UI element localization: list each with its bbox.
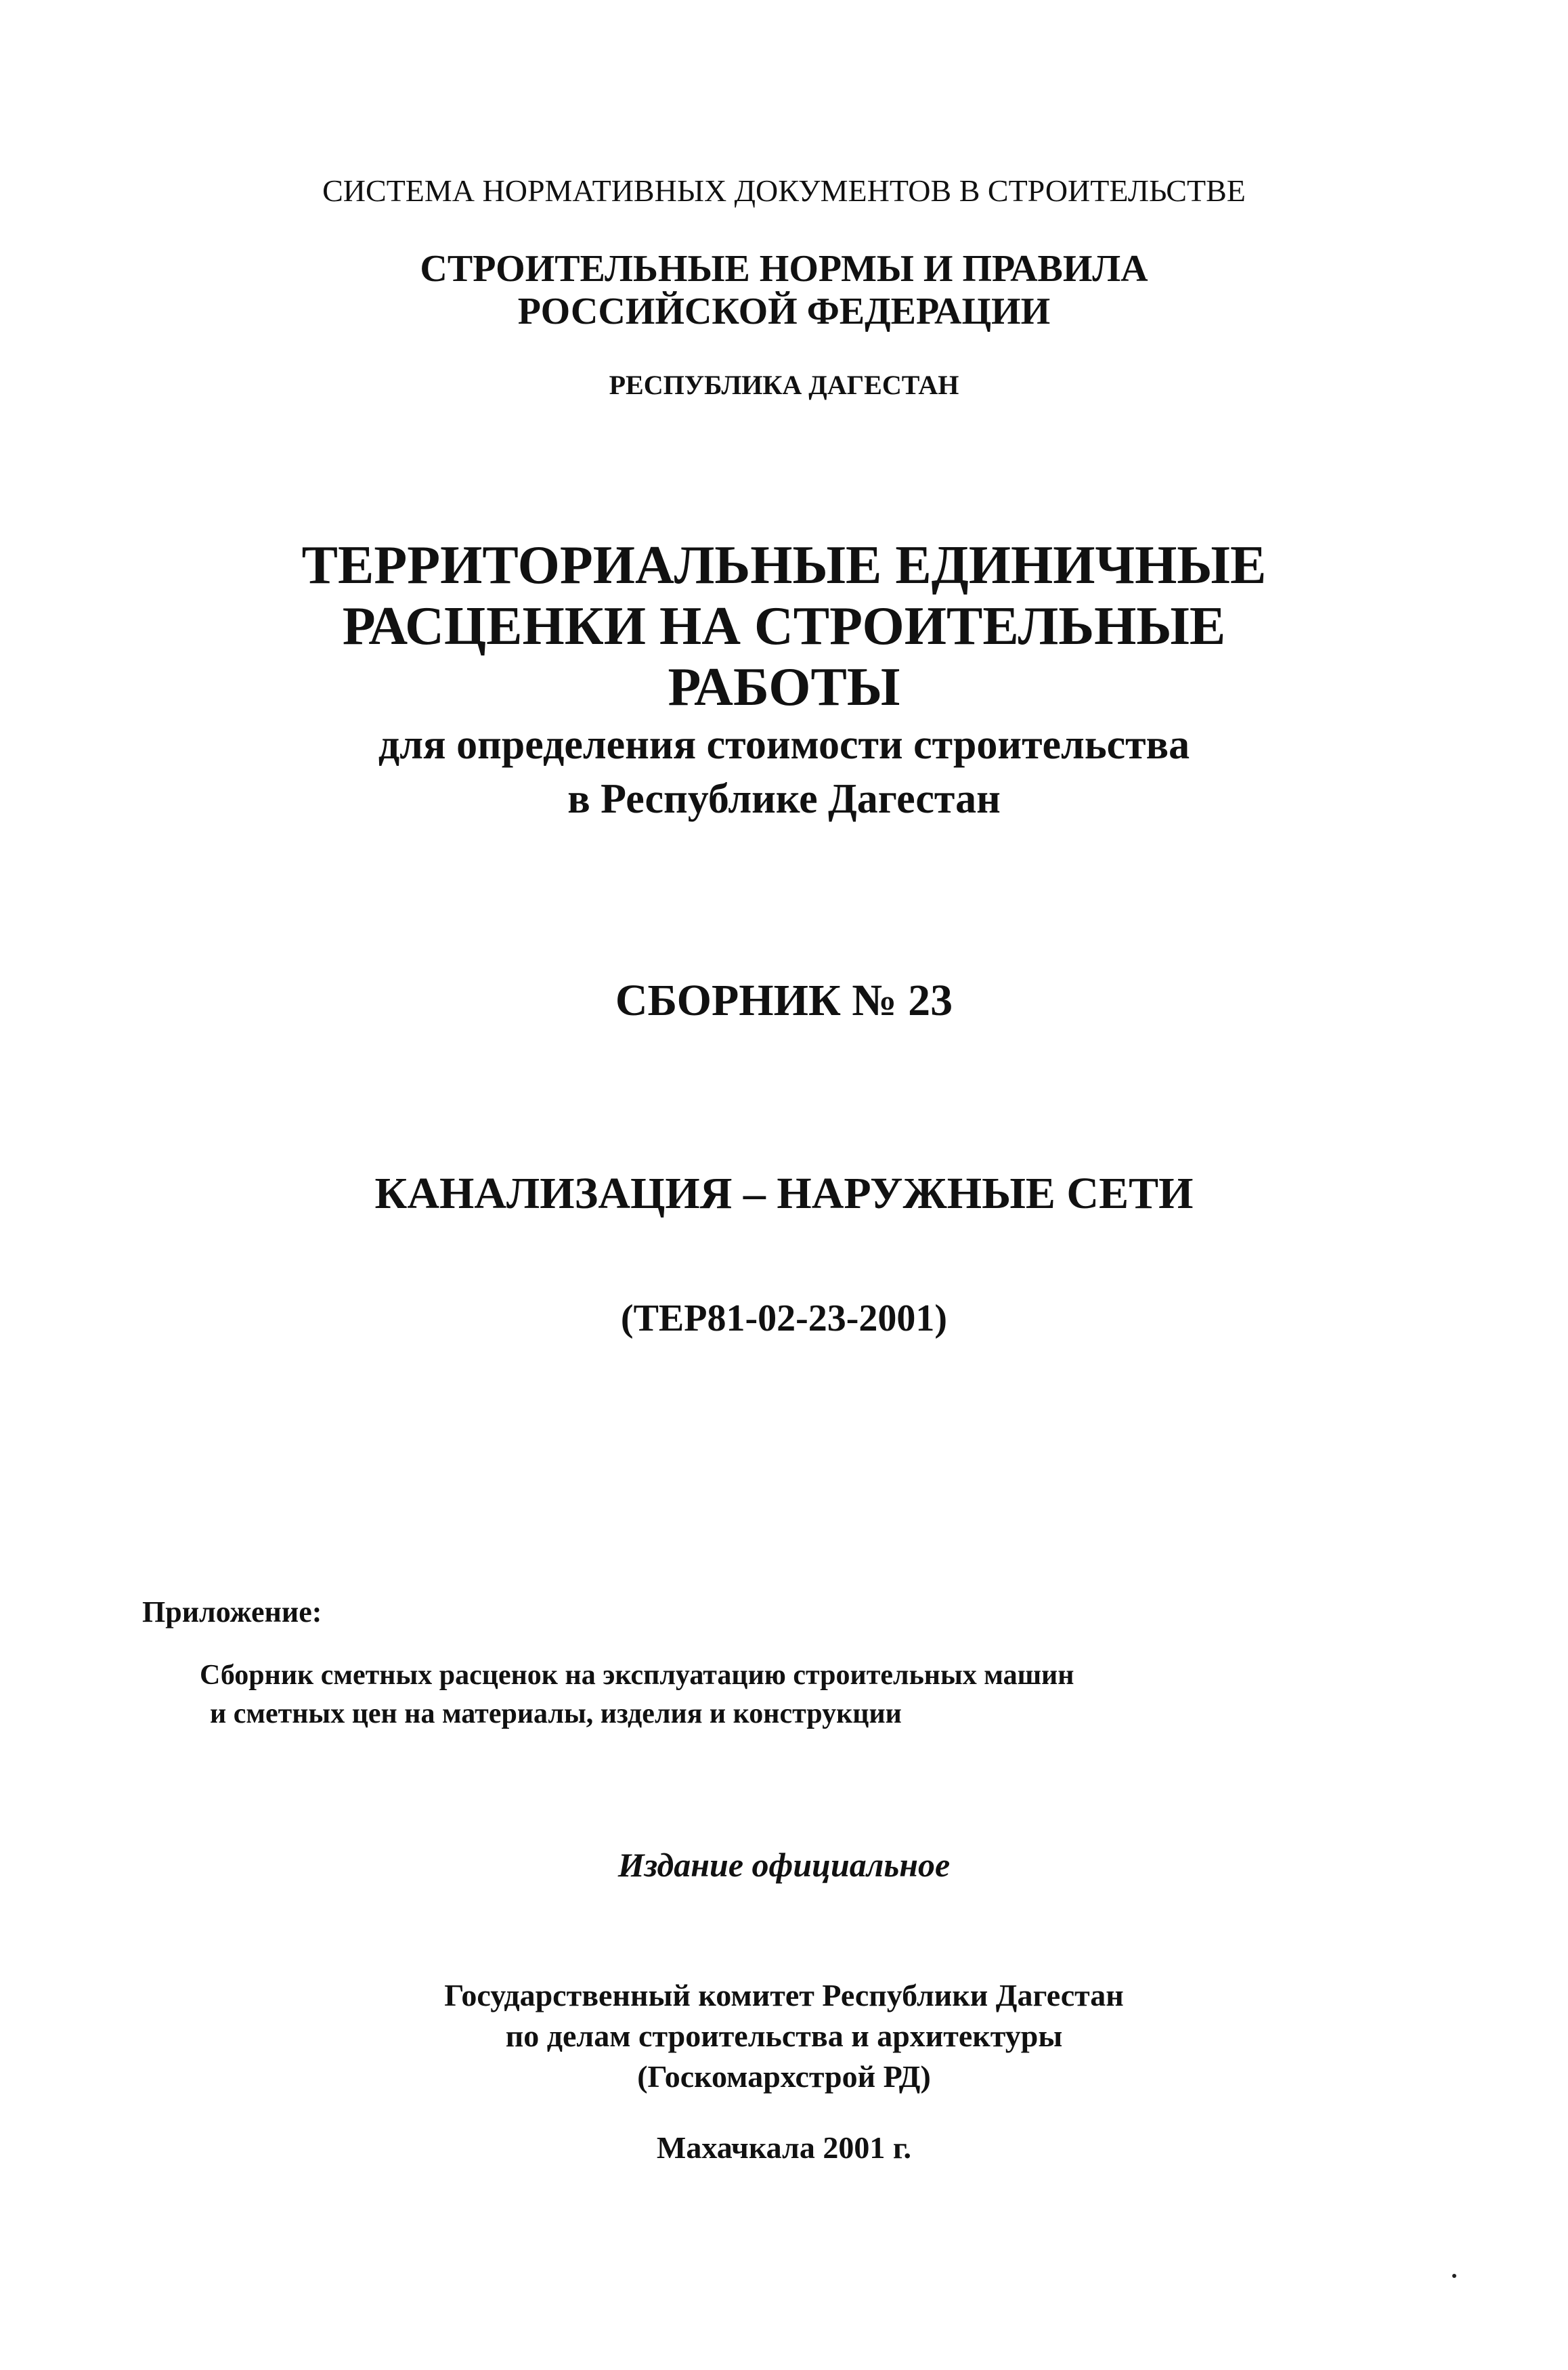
- system-heading: СИСТЕМА НОРМАТИВНЫХ ДОКУМЕНТОВ В СТРОИТЕЛЬСТВЕ: [322, 173, 1246, 208]
- document-code: (ТЕР81-02-23-2001): [620, 1297, 948, 1339]
- appendix-label: Приложение:: [142, 1595, 322, 1629]
- document-title-line2: РАСЦЕНКИ НА СТРОИТЕЛЬНЫЕ: [342, 597, 1226, 656]
- norms-heading-line2: РОССИЙСКОЙ ФЕДЕРАЦИИ: [517, 290, 1051, 332]
- collection-number: СБОРНИК № 23: [615, 976, 953, 1025]
- document-title-line3: РАБОТЫ: [668, 658, 900, 717]
- appendix-text-line2: и сметных цен на материалы, изделия и конструкции: [210, 1698, 902, 1729]
- scan-speck: [1452, 2274, 1456, 2278]
- section-title: КАНАЛИЗАЦИЯ – НАРУЖНЫЕ СЕТИ: [374, 1169, 1194, 1218]
- document-subtitle-line1: для определения стоимости строительства: [378, 722, 1190, 768]
- document-subtitle-line2: в Республике Дагестан: [567, 776, 1001, 822]
- appendix-text-line1: Сборник сметных расценок на эксплуатацию строительных машин: [200, 1660, 1074, 1691]
- publisher-line2: по делам строительства и архитектуры: [505, 2019, 1063, 2053]
- publisher-line3: (Госкомархстрой РД): [637, 2059, 931, 2094]
- edition-note: Издание официальное: [617, 1846, 951, 1884]
- republic-heading: РЕСПУБЛИКА ДАГЕСТАН: [609, 370, 959, 400]
- norms-heading-line1: СТРОИТЕЛЬНЫЕ НОРМЫ И ПРАВИЛА: [420, 248, 1148, 290]
- publisher-line1: Государственный комитет Республики Дагестан: [444, 1978, 1124, 2012]
- document-title-line1: ТЕРРИТОРИАЛЬНЫЕ ЕДИНИЧНЫЕ: [301, 536, 1267, 595]
- place-and-year: Махачкала 2001 г.: [656, 2130, 912, 2165]
